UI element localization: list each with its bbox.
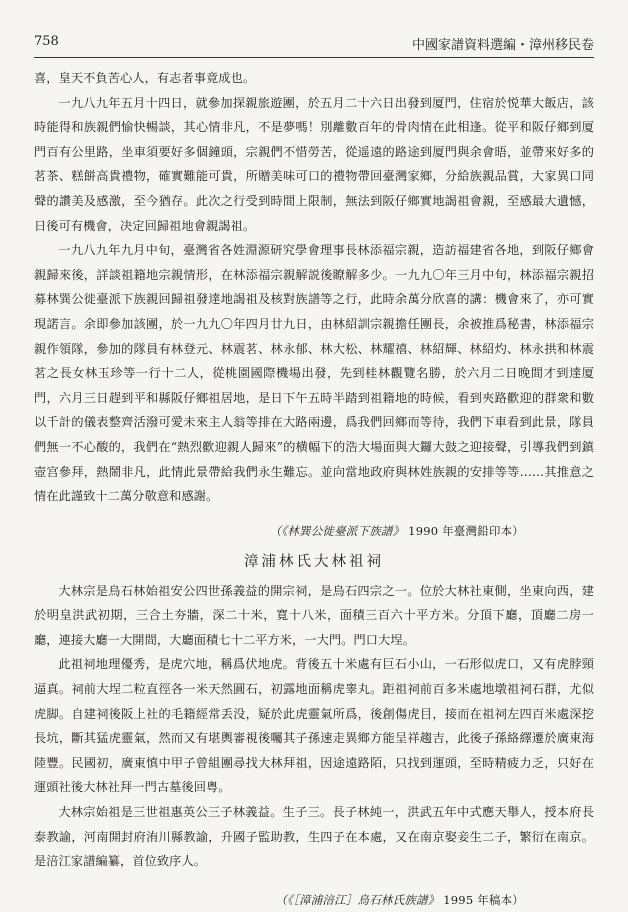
paragraph: 大林宗是烏石林始祖安公四世孫義益的開宗祠，是烏石四宗之一。位於大林社東側，坐東向西，建於明皇洪武初期，三合土夯牆，深二十米，寬十八米，面積三百六十平方米。分頂下廳，頂廳二房一廳，連接大廳一大開間，大廳面積七十二平方米，一大門。門口大埕。 [34,583,594,647]
paragraph: 一九八九年九月中旬，臺灣省各姓淵源研究學會理事長林添福宗親，造訪福建省各地，到阪仔鄉會親歸來後，詳談祖籍地宗親情形，在林添福宗親解説後瞭解多少。一九九〇年三月中旬，林添福宗親招募林巽公徙臺派下族親回歸祖發達地謁祖及核對族譜等之行，此時余萬分欣喜的講：機會來了，亦可實現諾言。余即參加該團，於一九九〇年四月廿九日，由林紹訓宗親擔任團長，余被推爲秘書，林添福宗親作領隊，參加的隊員有林登元、林震茗、林永郁、林大松、林耀禧、林紹輝、林紹灼、林永拱和林震茗之長女林玉珍等一行十二人，從桃園國際機場出發，先到桂林觀覽名勝，於六月二日晚間才到達厦門，六月三日趕到平和縣阪仔鄉祖居地，是日下午五時半踏到祖籍地的時候，看到夾路歡迎的群衆和數以千計的儀表整齊活潑可愛未來主人翁等排在大路兩邊，爲我們回鄉而等待，我們下車看到此景，隊員們無一不心酸的，我們在“熱烈歡迎親人歸來”的横幅下的浩大場面與大鑼大鼓之迎接聲，引導我們到鎮壺宫參拜，熱鬧非凡，此情此景帶給我們永生難忘。並向當地政府與林姓族親的安排等等……其推意之情在此謹致十二萬分敬意和感謝。 [34,243,594,504]
paragraph: 喜，皇天不負苦心人，有志者事竟成也。 [34,71,256,85]
citation-year: 1990 年臺灣鉛印本） [408,523,524,538]
paragraph: 一九八九年五月十四日，就參加探親旅遊團，於五月二十六日出發到厦門，住宿於悦華大飯店，該時能得和族親們愉快暢談，其心情非凡，不是夢嗎！別離數百年的骨肉情在此相逢。從平和阪仔鄉到厦門百有公里路，坐車須要好多個鐘頭，宗親們不惜勞苦，從遥遠的路途到厦門與余會晤，並帶來好多的茗茶、糕餅高貴禮物，確實難能可貴，所贈美味可口的禮物帶回臺灣家鄉，分給族親品賞，大家異口同聲的讚美及感激，至今猶存。此次之行受到時間上限制，無法到阪仔鄉實地謁祖會親，至感最大遺憾，日後可有機會，决定回歸祖地會親謁祖。 [34,95,594,233]
source-citation [34,519,524,543]
paragraph: 大林宗始祖是三世祖惠英公三子林義益。生子三。長子林純一，洪武五年中式應天舉人，授本府長泰教諭，河南開封府洧川縣教諭，升國子監助教，生四子在本處，又在南京娶妾生二子，繁衍在南京。是涪江家譜編纂，首位致序人。 [34,805,594,869]
citation-title: （《林巽公徙臺派下族譜》 [269,523,405,538]
source-citation [34,888,524,912]
page-number: 758 [34,34,59,49]
paragraph: 此祖祠地理優秀，是虎穴地，稱爲伏地虎。背後五十米處有巨石小山，一石形似虎口，又有虎脖頸逼真。祠前大埕二粒直徑各一米天然圓石，初露地面稱虎睾丸。距祖祠前百多米處地墩祖祠石群，尤似虎脚。自建祠後阪上社的毛籍經常丢没，疑於此虎靈氣所爲，後創傷虎目，接而在祖祠左四百米處深挖長坑，斷其猛虎靈氣，然而又有堪輿審視後囑其子孫速走異鄉方能呈祥趨吉，此後子孫絡繹遷於廣東海陸豐。民國初，廣東慎中甲子曾組團尋找大林拜祖，因途遠路陌，只找到運頭，至時精疲力乏，只好在運頭社後大林社拜一門古墓後回粤。 [34,657,594,795]
header-rule [34,57,594,58]
running-header [34,34,594,58]
book-title: 中國家譜資料選編・漳州移民卷 [411,38,594,53]
page-body [34,66,594,912]
section-title: 漳浦林氏大林祖祠 [244,553,384,570]
citation-year: 1995 年稿本） [443,892,524,907]
citation-title: （《［漳浦涪江］烏石林氏族譜》 [275,892,440,907]
